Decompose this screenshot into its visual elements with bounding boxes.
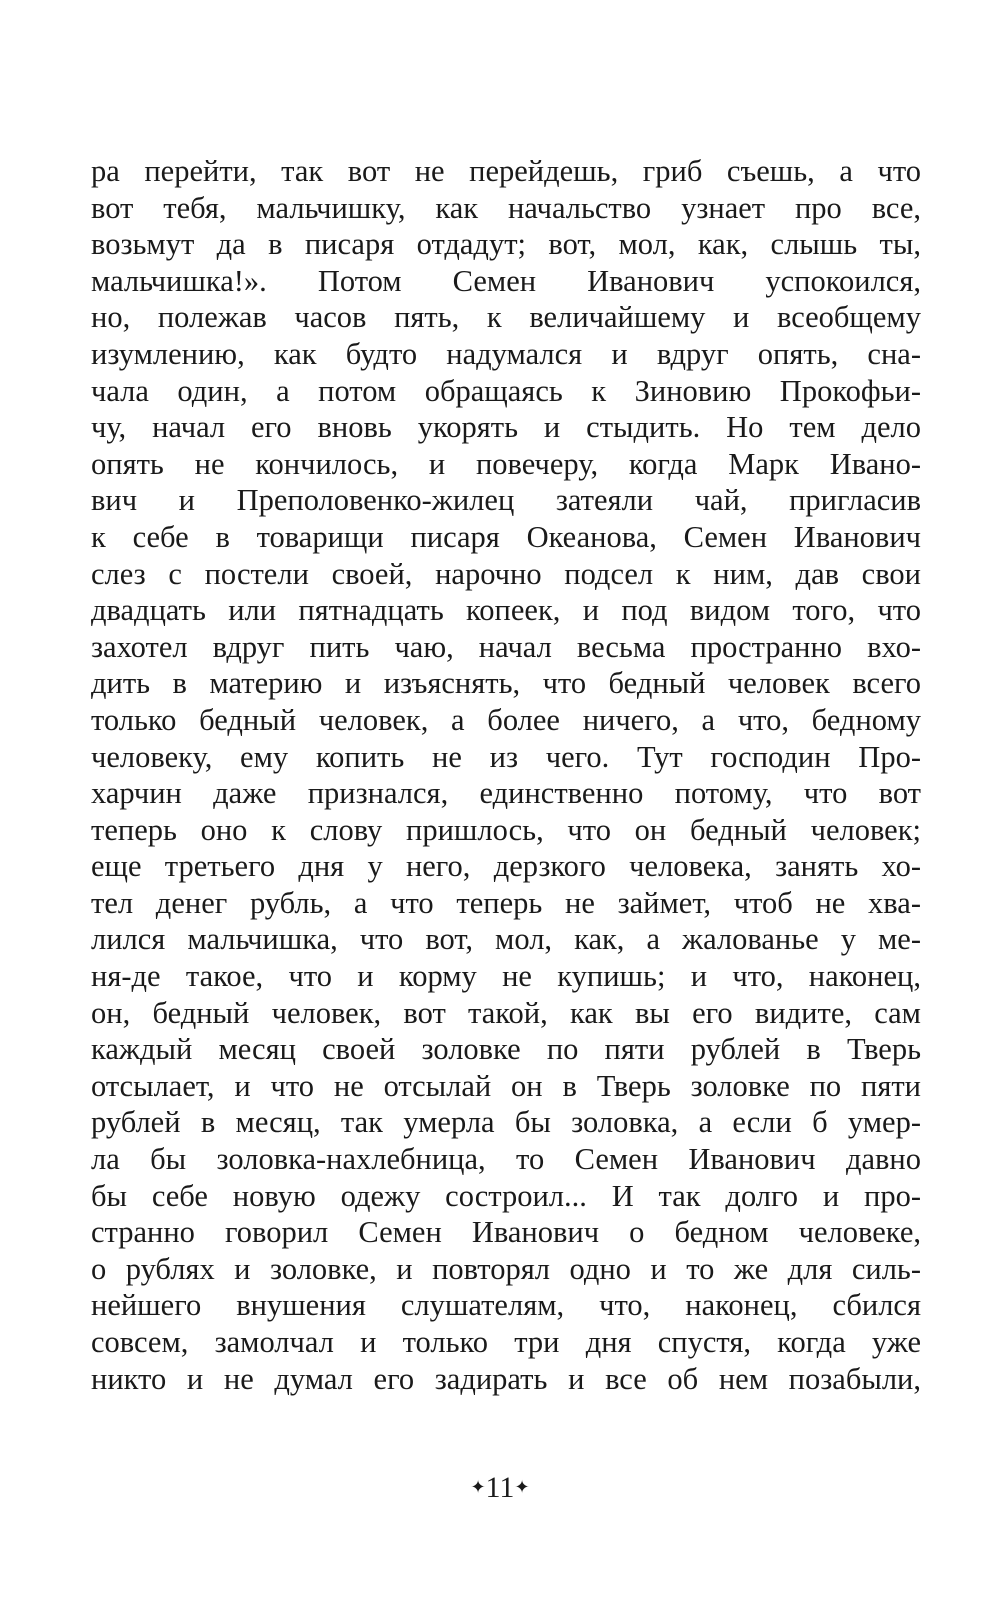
- text-line: возьмут да в писаря отдадут; вот, мол, как, слышь ты,: [91, 227, 921, 262]
- text-line: захотел вдруг пить чаю, начал весьма пространно вхо-: [91, 629, 921, 664]
- text-line: отсылает, и что не отсылай он в Тверь золовке по пяти: [91, 1068, 921, 1103]
- text-line: опять не кончилось, и повечеру, когда Марк Ивано-: [91, 446, 921, 481]
- text-line: ра перейти, так вот не перейдешь, гриб съешь, а что: [91, 154, 921, 188]
- text-line: он, бедный человек, вот такой, как вы его видите, сам: [91, 995, 921, 1030]
- text-line: странно говорил Семен Иванович о бедном человеке,: [91, 1215, 921, 1250]
- text-line: вот тебя, мальчишку, как начальство узнает про все,: [91, 190, 921, 225]
- text-line: двадцать или пятнадцать копеек, и под видом того, что: [91, 593, 921, 628]
- text-line: ня-де такое, что и корму не купишь; и что, наконец,: [91, 959, 921, 994]
- text-line: чала один, а потом обращаясь к Зиновию Прокофьи-: [91, 373, 921, 408]
- body-text: [91, 153, 921, 1397]
- text-line: изумлению, как будто надумался и вдруг опять, сна-: [91, 336, 921, 371]
- text-line: тел денег рубль, а что теперь не займет, чтоб не хва-: [91, 885, 921, 920]
- text-line: только бедный человек, а более ничего, а что, бедному: [91, 702, 921, 737]
- text-line: бы себе новую одежу состроил... И так долго и про-: [91, 1178, 921, 1213]
- page-number-value: 11: [485, 1471, 515, 1504]
- text-line: дить в материю и изъяснять, что бедный человек всего: [91, 666, 921, 701]
- text-line: еще третьего дня у него, дерзкого человека, занять хо-: [91, 849, 921, 884]
- text-line: о рублях и золовке, и повторял одно и то же для силь-: [91, 1251, 921, 1286]
- text-line: лился мальчишка, что вот, мол, как, а жалованье у ме-: [91, 922, 921, 957]
- page-number: [0, 1469, 1000, 1506]
- text-line: рублей в месяц, так умерла бы золовка, а если б умер-: [91, 1105, 921, 1140]
- text-line: совсем, замолчал и только три дня спустя, когда уже: [91, 1325, 921, 1359]
- text-line: но, полежав часов пять, к величайшему и всеобщему: [91, 300, 921, 335]
- text-line: чу, начал его вновь укорять и стыдить. Но тем дело: [91, 410, 921, 445]
- text-line: ла бы золовка-нахлебница, то Семен Иванович давно: [91, 1142, 921, 1177]
- text-line: никто и не думал его задирать и все об нем позабыли,: [91, 1361, 921, 1396]
- text-line: вич и Преполовенко-жилец затеяли чай, пригласив: [91, 483, 921, 518]
- text-line: харчин даже признался, единственно потому, что вот: [91, 776, 921, 811]
- text-line: мальчишка!». Потом Семен Иванович успокоился,: [91, 263, 921, 298]
- text-line: слез с постели своей, нарочно подсел к ним, дав свои: [91, 556, 921, 591]
- text-line: человеку, ему копить не из чего. Тут господин Про-: [91, 739, 921, 774]
- ornament-star-icon: ✦: [514, 1477, 530, 1497]
- text-line: теперь оно к слову пришлось, что он бедный человек;: [91, 812, 921, 847]
- text-line: каждый месяц своей золовке по пяти рублей в Тверь: [91, 1032, 921, 1067]
- text-line: нейшего внушения слушателям, что, наконец, сбился: [91, 1288, 921, 1323]
- ornament-star-icon: ✦: [470, 1477, 486, 1497]
- text-line: к себе в товарищи писаря Океанова, Семен Иванович: [91, 519, 921, 554]
